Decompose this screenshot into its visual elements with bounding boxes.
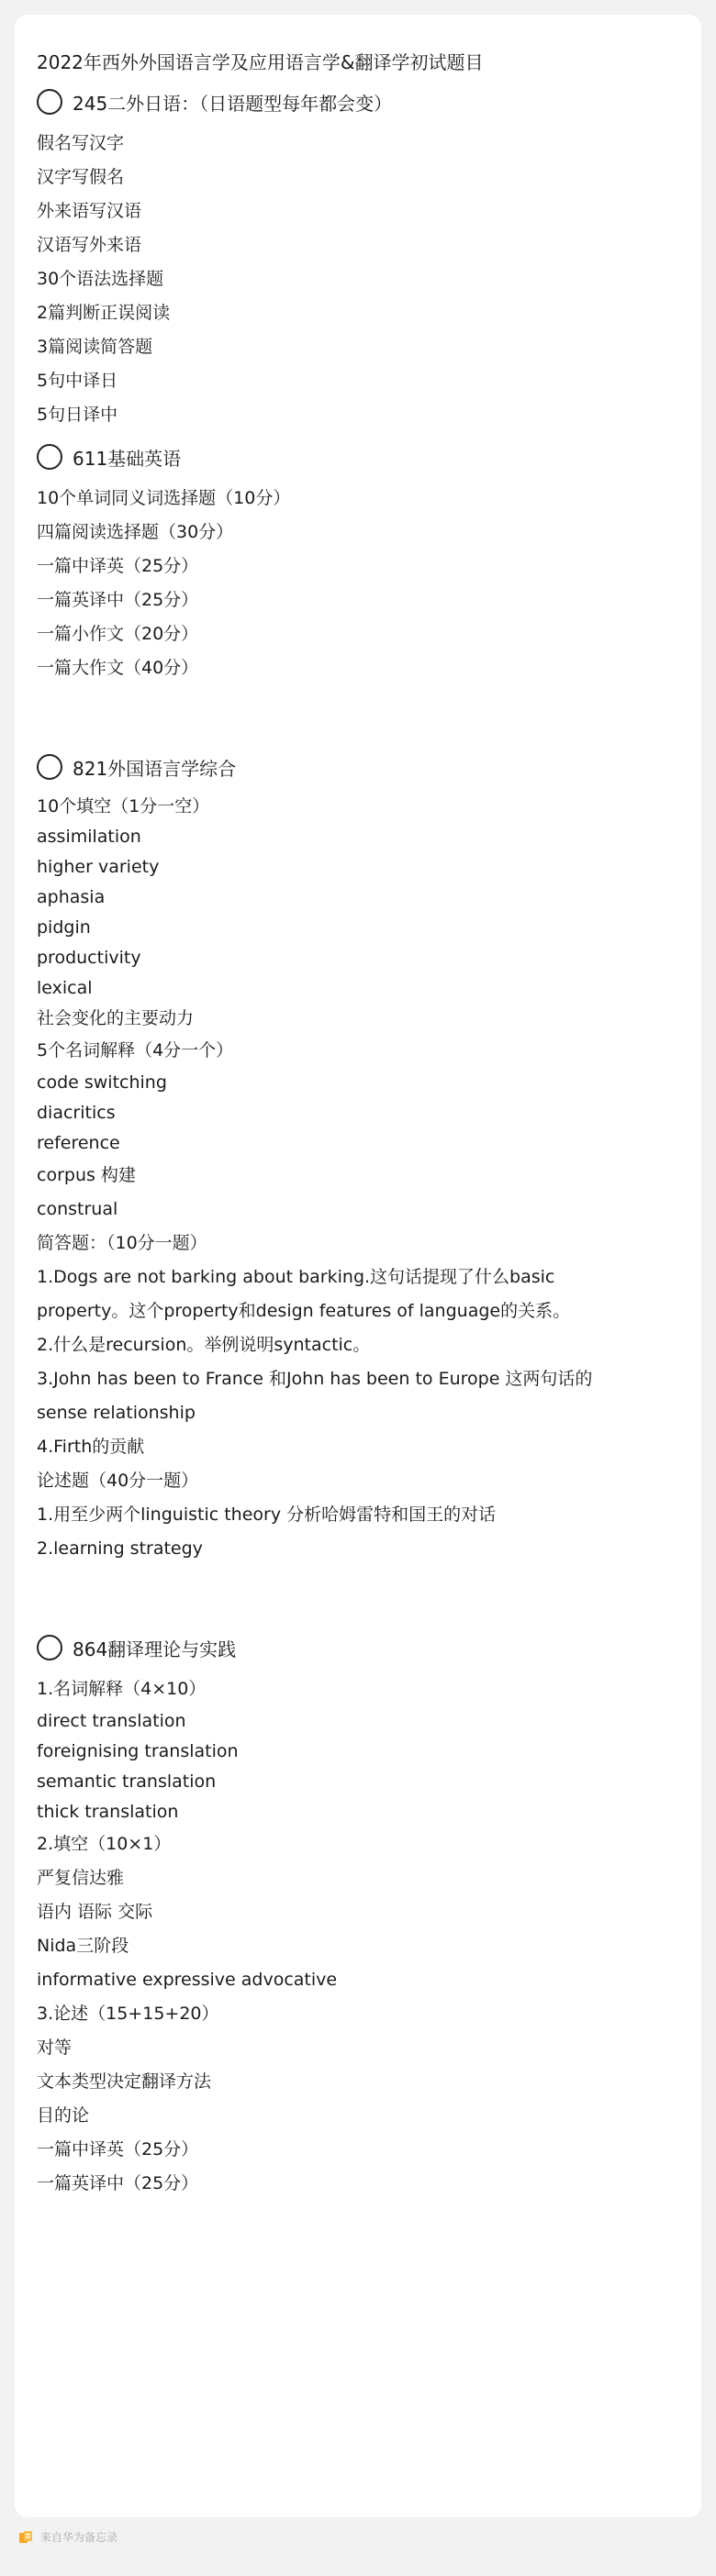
section-heading: 821外国语言学综合 <box>73 757 237 780</box>
list-item: 简答题：（10分一题） <box>37 1233 207 1253</box>
list-item: 外来语写汉语 <box>37 201 142 221</box>
list-item: 一篇英译中（25分） <box>37 2173 199 2193</box>
list-item: assimilation <box>37 827 141 847</box>
list-item: 1.Dogs are not barking about barking.这句话提现了什么basic <box>37 1267 555 1287</box>
list-item: 一篇中译英（25分） <box>37 2139 199 2160</box>
list-item: productivity <box>37 948 141 968</box>
section-linguistics <box>37 749 679 784</box>
list-item: Nida三阶段 <box>37 1936 129 1956</box>
list-item: construal <box>37 1199 118 1219</box>
list-item: 四篇阅读选择题（30分） <box>37 522 234 542</box>
huawei-notes-icon <box>18 2530 33 2545</box>
list-item: 目的论 <box>37 2105 90 2126</box>
list-item: 社会变化的主要动力 <box>37 1008 195 1028</box>
list-item: 论述题（40分一题） <box>37 1471 199 1491</box>
list-item: 10个单词同义词选择题（10分） <box>37 488 291 508</box>
list-item: 对等 <box>37 2037 73 2058</box>
section-heading: 611基础英语 <box>73 447 182 470</box>
list-item: 1.名词解释（4×10） <box>37 1679 207 1699</box>
checkbox-circle-icon[interactable] <box>37 444 62 470</box>
list-item: 5个名词解释（4分一个） <box>37 1040 234 1060</box>
list-item: informative expressive advocative <box>37 1970 338 1990</box>
list-item: 5句日译中 <box>37 405 118 425</box>
list-item: higher variety <box>37 857 160 877</box>
section-basic-english <box>37 439 679 474</box>
list-item: 1.用至少两个linguistic theory 分析哈姆雷特和国王的对话 <box>37 1505 497 1525</box>
section-translation <box>37 1630 679 1665</box>
source-footer <box>18 2529 117 2545</box>
list-item: diacritics <box>37 1103 116 1123</box>
list-item: 4.Firth的贡献 <box>37 1437 145 1457</box>
section-heading: 245二外日语：（日语题型每年都会变） <box>73 92 393 115</box>
source-text: 来自华为备忘录 <box>40 2531 118 2544</box>
list-item: lexical <box>37 978 93 998</box>
section-japanese <box>37 84 679 119</box>
list-item: 一篇小作文（20分） <box>37 624 199 644</box>
list-item: 假名写汉字 <box>37 133 125 153</box>
list-item: 2.learning strategy <box>37 1538 203 1559</box>
checkbox-circle-icon[interactable] <box>37 89 62 115</box>
list-item: direct translation <box>37 1711 186 1731</box>
note-card <box>15 15 701 2517</box>
list-item: 严复信达雅 <box>37 1868 125 1888</box>
list-item: 一篇中译英（25分） <box>37 556 199 576</box>
note-content[interactable] <box>37 48 679 2201</box>
checkbox-circle-icon[interactable] <box>37 754 62 780</box>
list-item: 5句中译日 <box>37 371 118 391</box>
list-item: 一篇大作文（40分） <box>37 658 199 678</box>
list-item: property。这个property和design features of language的关系。 <box>37 1301 571 1321</box>
list-item: thick translation <box>37 1802 179 1822</box>
list-item: 30个语法选择题 <box>37 269 164 289</box>
list-item: reference <box>37 1133 120 1153</box>
list-item: 10个填空（1分一空） <box>37 796 210 816</box>
list-item: 语内 语际 交际 <box>37 1902 153 1922</box>
list-item: 2篇判断正误阅读 <box>37 303 171 323</box>
list-item: 汉字写假名 <box>37 167 125 187</box>
note-title: 2022年西外外国语言学及应用语言学&翻译学初试题目 <box>37 51 484 73</box>
section-heading: 864翻译理论与实践 <box>73 1638 237 1660</box>
list-item: pidgin <box>37 917 91 938</box>
list-item: 3.John has been to France 和John has been to Europe 这两句话的 <box>37 1369 593 1389</box>
list-item: 3.论述（15+15+20） <box>37 2004 219 2024</box>
list-item: 汉语写外来语 <box>37 235 142 255</box>
list-item: code switching <box>37 1072 167 1093</box>
checkbox-circle-icon[interactable] <box>37 1635 62 1660</box>
list-item: 一篇英译中（25分） <box>37 590 199 610</box>
list-item: sense relationship <box>37 1403 196 1423</box>
list-item: corpus 构建 <box>37 1165 136 1185</box>
list-item: 2.填空（10×1） <box>37 1834 172 1854</box>
list-item: 文本类型决定翻译方法 <box>37 2071 212 2092</box>
list-item: 3篇阅读简答题 <box>37 337 153 357</box>
list-item: aphasia <box>37 887 106 907</box>
list-item: 2.什么是recursion。举例说明syntactic。 <box>37 1335 371 1355</box>
list-item: semantic translation <box>37 1771 217 1792</box>
list-item: foreignising translation <box>37 1741 239 1761</box>
